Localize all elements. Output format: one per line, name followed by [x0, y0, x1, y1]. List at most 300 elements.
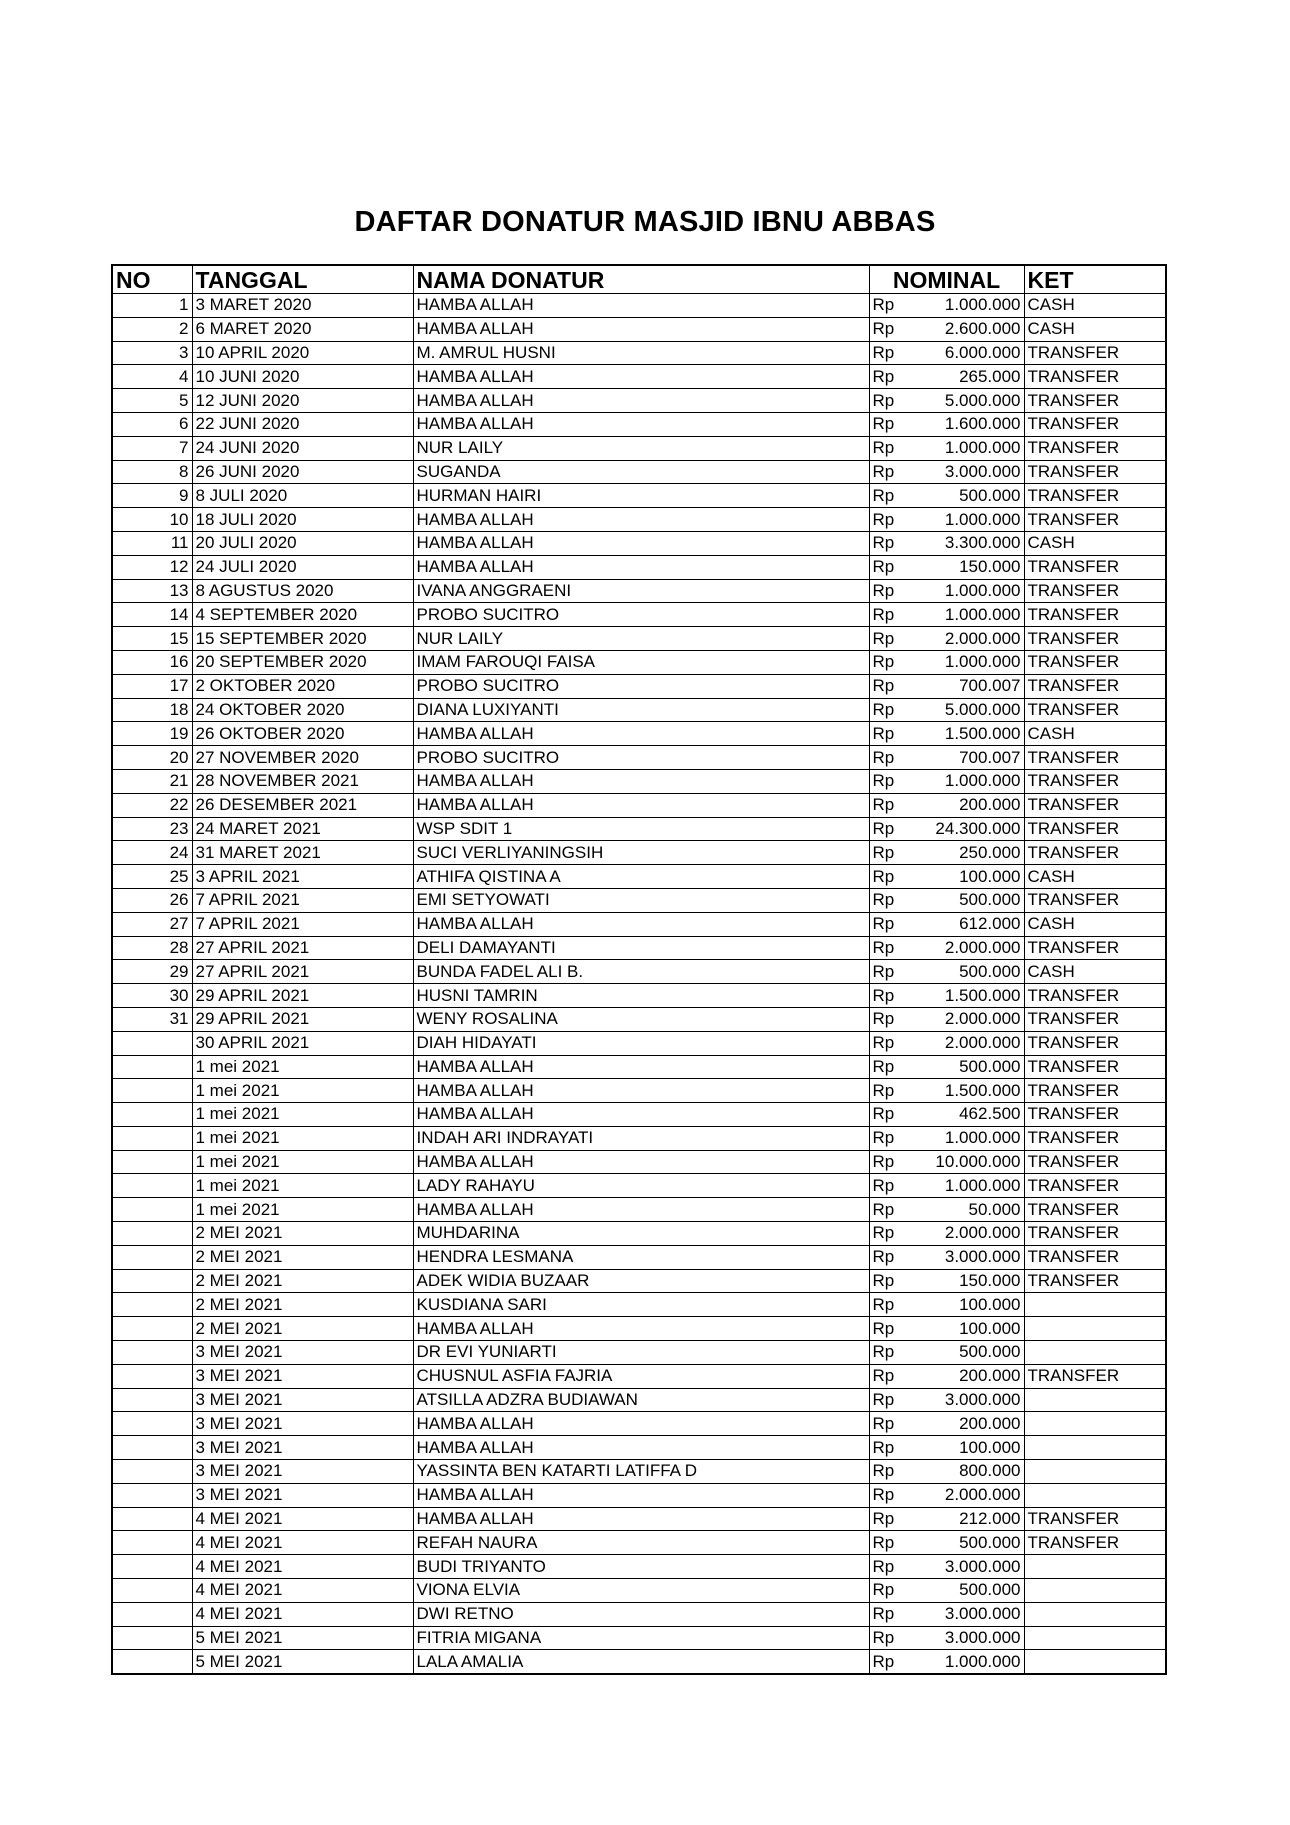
cell-nominal: 1.000.000 [913, 1174, 1024, 1198]
table-row [112, 317, 1166, 341]
cell-currency: Rp [869, 1412, 913, 1436]
cell-currency: Rp [869, 769, 913, 793]
cell-tanggal: 1 mei 2021 [192, 1150, 413, 1174]
cell-currency: Rp [869, 436, 913, 460]
table-row [112, 722, 1166, 746]
cell-nominal: 800.000 [913, 1460, 1024, 1484]
cell-no: 4 [112, 365, 192, 389]
cell-no: 6 [112, 412, 192, 436]
cell-no: 21 [112, 769, 192, 793]
cell-nama-donatur: YASSINTA BEN KATARTI LATIFFA D [413, 1460, 869, 1484]
cell-nama-donatur: DIAH HIDAYATI [413, 1031, 869, 1055]
cell-nominal: 1.000.000 [913, 436, 1024, 460]
cell-nama-donatur: DWI RETNO [413, 1602, 869, 1626]
cell-no [112, 1602, 192, 1626]
table-row [112, 1412, 1166, 1436]
cell-nominal: 462.500 [913, 1103, 1024, 1127]
cell-currency: Rp [869, 531, 913, 555]
cell-no [112, 1341, 192, 1365]
table-row [112, 508, 1166, 532]
cell-tanggal: 7 APRIL 2021 [192, 912, 413, 936]
table-row [112, 412, 1166, 436]
table-row [112, 984, 1166, 1008]
cell-ket: TRANSFER [1024, 341, 1166, 365]
cell-nominal: 10.000.000 [913, 1150, 1024, 1174]
cell-ket: TRANSFER [1024, 1031, 1166, 1055]
cell-no: 20 [112, 746, 192, 770]
cell-currency: Rp [869, 603, 913, 627]
cell-nominal: 3.000.000 [913, 1245, 1024, 1269]
cell-no: 29 [112, 960, 192, 984]
cell-ket: TRANSFER [1024, 365, 1166, 389]
cell-ket [1024, 1555, 1166, 1579]
cell-ket [1024, 1650, 1166, 1674]
cell-tanggal: 15 SEPTEMBER 2020 [192, 627, 413, 651]
cell-currency: Rp [869, 912, 913, 936]
cell-currency: Rp [869, 650, 913, 674]
cell-no: 22 [112, 793, 192, 817]
cell-nama-donatur: HAMBA ALLAH [413, 1317, 869, 1341]
cell-nominal: 100.000 [913, 1317, 1024, 1341]
table-row [112, 650, 1166, 674]
cell-ket: CASH [1024, 531, 1166, 555]
cell-no [112, 1031, 192, 1055]
cell-nama-donatur: KUSDIANA SARI [413, 1293, 869, 1317]
cell-tanggal: 2 MEI 2021 [192, 1222, 413, 1246]
cell-ket: TRANSFER [1024, 746, 1166, 770]
cell-tanggal: 2 MEI 2021 [192, 1269, 413, 1293]
cell-no [112, 1364, 192, 1388]
cell-no [112, 1293, 192, 1317]
cell-nama-donatur: HAMBA ALLAH [413, 793, 869, 817]
cell-tanggal: 20 SEPTEMBER 2020 [192, 650, 413, 674]
cell-no: 13 [112, 579, 192, 603]
cell-nama-donatur: SUCI VERLIYANINGSIH [413, 841, 869, 865]
table-row [112, 1245, 1166, 1269]
header-tanggal: TANGGAL [192, 265, 413, 294]
cell-nominal: 100.000 [913, 865, 1024, 889]
cell-ket: TRANSFER [1024, 936, 1166, 960]
cell-currency: Rp [869, 484, 913, 508]
table-row [112, 1293, 1166, 1317]
table-row [112, 1269, 1166, 1293]
cell-tanggal: 3 APRIL 2021 [192, 865, 413, 889]
cell-currency: Rp [869, 1055, 913, 1079]
cell-nama-donatur: HAMBA ALLAH [413, 508, 869, 532]
cell-tanggal: 1 mei 2021 [192, 1198, 413, 1222]
cell-nama-donatur: HAMBA ALLAH [413, 1103, 869, 1127]
table-row [112, 389, 1166, 413]
cell-tanggal: 4 MEI 2021 [192, 1602, 413, 1626]
cell-nominal: 1.500.000 [913, 984, 1024, 1008]
cell-nama-donatur: HAMBA ALLAH [413, 389, 869, 413]
cell-ket [1024, 1460, 1166, 1484]
cell-ket: TRANSFER [1024, 1245, 1166, 1269]
cell-tanggal: 1 mei 2021 [192, 1079, 413, 1103]
cell-nominal: 1.000.000 [913, 1126, 1024, 1150]
header-no: NO [112, 265, 192, 294]
cell-no [112, 1626, 192, 1650]
table-row [112, 817, 1166, 841]
table-row [112, 746, 1166, 770]
cell-ket: TRANSFER [1024, 769, 1166, 793]
cell-tanggal: 2 MEI 2021 [192, 1293, 413, 1317]
cell-ket: CASH [1024, 294, 1166, 318]
cell-nominal: 2.000.000 [913, 1483, 1024, 1507]
cell-nama-donatur: DIANA LUXIYANTI [413, 698, 869, 722]
cell-nominal: 1.500.000 [913, 1079, 1024, 1103]
cell-nama-donatur: BUNDA FADEL ALI B. [413, 960, 869, 984]
cell-ket: TRANSFER [1024, 1126, 1166, 1150]
cell-nominal: 2.000.000 [913, 1222, 1024, 1246]
table-row [112, 698, 1166, 722]
table-row [112, 1222, 1166, 1246]
cell-nominal: 50.000 [913, 1198, 1024, 1222]
cell-nominal: 2.000.000 [913, 627, 1024, 651]
cell-no: 1 [112, 294, 192, 318]
cell-nominal: 2.000.000 [913, 1031, 1024, 1055]
cell-currency: Rp [869, 698, 913, 722]
cell-tanggal: 30 APRIL 2021 [192, 1031, 413, 1055]
cell-nama-donatur: HAMBA ALLAH [413, 1055, 869, 1079]
cell-currency: Rp [869, 1150, 913, 1174]
cell-tanggal: 12 JUNI 2020 [192, 389, 413, 413]
table-row [112, 341, 1166, 365]
table-row [112, 1460, 1166, 1484]
cell-currency: Rp [869, 1007, 913, 1031]
table-row [112, 579, 1166, 603]
table-row [112, 936, 1166, 960]
cell-currency: Rp [869, 888, 913, 912]
table-row [112, 1602, 1166, 1626]
cell-nama-donatur: HENDRA LESMANA [413, 1245, 869, 1269]
cell-currency: Rp [869, 1555, 913, 1579]
cell-no: 14 [112, 603, 192, 627]
cell-tanggal: 3 MEI 2021 [192, 1412, 413, 1436]
cell-currency: Rp [869, 508, 913, 532]
cell-no [112, 1436, 192, 1460]
cell-no: 11 [112, 531, 192, 555]
table-row [112, 1317, 1166, 1341]
table-row [112, 865, 1166, 889]
cell-ket: TRANSFER [1024, 650, 1166, 674]
cell-tanggal: 3 MARET 2020 [192, 294, 413, 318]
cell-tanggal: 29 APRIL 2021 [192, 1007, 413, 1031]
cell-no [112, 1555, 192, 1579]
table-row [112, 436, 1166, 460]
cell-currency: Rp [869, 1103, 913, 1127]
cell-tanggal: 24 JULI 2020 [192, 555, 413, 579]
cell-ket: TRANSFER [1024, 1364, 1166, 1388]
cell-currency: Rp [869, 746, 913, 770]
cell-currency: Rp [869, 1388, 913, 1412]
cell-tanggal: 26 JUNI 2020 [192, 460, 413, 484]
cell-nominal: 3.300.000 [913, 531, 1024, 555]
cell-currency: Rp [869, 1483, 913, 1507]
cell-no [112, 1174, 192, 1198]
cell-nominal: 5.000.000 [913, 698, 1024, 722]
cell-nama-donatur: PROBO SUCITRO [413, 603, 869, 627]
cell-nama-donatur: HAMBA ALLAH [413, 1483, 869, 1507]
cell-tanggal: 27 APRIL 2021 [192, 936, 413, 960]
cell-nama-donatur: ATSILLA ADZRA BUDIAWAN [413, 1388, 869, 1412]
cell-tanggal: 18 JULI 2020 [192, 508, 413, 532]
cell-nama-donatur: DR EVI YUNIARTI [413, 1341, 869, 1365]
table-row [112, 1436, 1166, 1460]
cell-nominal: 1.000.000 [913, 650, 1024, 674]
cell-ket: CASH [1024, 912, 1166, 936]
cell-no: 30 [112, 984, 192, 1008]
cell-nominal: 2.000.000 [913, 1007, 1024, 1031]
cell-tanggal: 1 mei 2021 [192, 1126, 413, 1150]
table-row [112, 531, 1166, 555]
cell-currency: Rp [869, 412, 913, 436]
cell-ket: CASH [1024, 960, 1166, 984]
cell-tanggal: 26 DESEMBER 2021 [192, 793, 413, 817]
cell-ket [1024, 1626, 1166, 1650]
cell-tanggal: 26 OKTOBER 2020 [192, 722, 413, 746]
table-row [112, 1555, 1166, 1579]
cell-nama-donatur: HAMBA ALLAH [413, 912, 869, 936]
cell-currency: Rp [869, 1198, 913, 1222]
cell-nama-donatur: DELI DAMAYANTI [413, 936, 869, 960]
cell-tanggal: 3 MEI 2021 [192, 1341, 413, 1365]
cell-nama-donatur: FITRIA MIGANA [413, 1626, 869, 1650]
cell-ket [1024, 1293, 1166, 1317]
cell-tanggal: 4 MEI 2021 [192, 1507, 413, 1531]
cell-currency: Rp [869, 317, 913, 341]
cell-nominal: 500.000 [913, 1341, 1024, 1365]
cell-nominal: 700.007 [913, 674, 1024, 698]
cell-tanggal: 5 MEI 2021 [192, 1626, 413, 1650]
table-row [112, 627, 1166, 651]
cell-nama-donatur: SUGANDA [413, 460, 869, 484]
cell-tanggal: 4 SEPTEMBER 2020 [192, 603, 413, 627]
table-row [112, 912, 1166, 936]
cell-ket [1024, 1388, 1166, 1412]
table-row [112, 841, 1166, 865]
cell-ket: TRANSFER [1024, 674, 1166, 698]
cell-no: 5 [112, 389, 192, 413]
cell-nominal: 150.000 [913, 1269, 1024, 1293]
table-row [112, 460, 1166, 484]
cell-nama-donatur: NUR LAILY [413, 436, 869, 460]
cell-nominal: 1.000.000 [913, 294, 1024, 318]
cell-currency: Rp [869, 579, 913, 603]
cell-no [112, 1650, 192, 1674]
cell-ket [1024, 1341, 1166, 1365]
cell-nominal: 3.000.000 [913, 460, 1024, 484]
cell-currency: Rp [869, 1436, 913, 1460]
cell-currency: Rp [869, 1579, 913, 1603]
cell-nama-donatur: LALA AMALIA [413, 1650, 869, 1674]
page-title: DAFTAR DONATUR MASJID IBNU ABBAS [354, 206, 936, 238]
cell-nominal: 1.000.000 [913, 603, 1024, 627]
cell-tanggal: 8 AGUSTUS 2020 [192, 579, 413, 603]
cell-tanggal: 24 JUNI 2020 [192, 436, 413, 460]
cell-no: 7 [112, 436, 192, 460]
cell-ket: TRANSFER [1024, 389, 1166, 413]
cell-currency: Rp [869, 1650, 913, 1674]
cell-tanggal: 28 NOVEMBER 2021 [192, 769, 413, 793]
donor-table [111, 264, 1167, 1675]
table-row [112, 1483, 1166, 1507]
header-nominal: NOMINAL [869, 265, 1024, 294]
table-row [112, 1055, 1166, 1079]
cell-tanggal: 2 OKTOBER 2020 [192, 674, 413, 698]
cell-nama-donatur: NUR LAILY [413, 627, 869, 651]
cell-no [112, 1483, 192, 1507]
cell-no [112, 1317, 192, 1341]
cell-tanggal: 27 NOVEMBER 2020 [192, 746, 413, 770]
cell-ket: TRANSFER [1024, 888, 1166, 912]
cell-no [112, 1388, 192, 1412]
cell-ket: TRANSFER [1024, 1079, 1166, 1103]
cell-currency: Rp [869, 1460, 913, 1484]
cell-ket: TRANSFER [1024, 1507, 1166, 1531]
table-row [112, 1103, 1166, 1127]
cell-tanggal: 4 MEI 2021 [192, 1579, 413, 1603]
cell-no: 10 [112, 508, 192, 532]
cell-ket: CASH [1024, 317, 1166, 341]
cell-tanggal: 4 MEI 2021 [192, 1555, 413, 1579]
cell-no: 8 [112, 460, 192, 484]
cell-ket: TRANSFER [1024, 817, 1166, 841]
cell-nama-donatur: HAMBA ALLAH [413, 412, 869, 436]
cell-ket: TRANSFER [1024, 484, 1166, 508]
cell-currency: Rp [869, 1269, 913, 1293]
cell-ket: TRANSFER [1024, 984, 1166, 1008]
cell-nominal: 700.007 [913, 746, 1024, 770]
cell-no [112, 1507, 192, 1531]
cell-no [112, 1460, 192, 1484]
cell-no: 17 [112, 674, 192, 698]
cell-nominal: 500.000 [913, 960, 1024, 984]
cell-nominal: 6.000.000 [913, 341, 1024, 365]
cell-tanggal: 3 MEI 2021 [192, 1388, 413, 1412]
cell-no: 16 [112, 650, 192, 674]
cell-tanggal: 1 mei 2021 [192, 1103, 413, 1127]
cell-nominal: 2.600.000 [913, 317, 1024, 341]
table-row [112, 1507, 1166, 1531]
cell-no: 31 [112, 1007, 192, 1031]
cell-currency: Rp [869, 1626, 913, 1650]
cell-nama-donatur: HAMBA ALLAH [413, 1150, 869, 1174]
cell-currency: Rp [869, 817, 913, 841]
cell-nama-donatur: HAMBA ALLAH [413, 1507, 869, 1531]
cell-nama-donatur: HAMBA ALLAH [413, 317, 869, 341]
cell-ket: TRANSFER [1024, 412, 1166, 436]
cell-nama-donatur: HAMBA ALLAH [413, 531, 869, 555]
cell-nominal: 265.000 [913, 365, 1024, 389]
table-row [112, 1579, 1166, 1603]
cell-currency: Rp [869, 1364, 913, 1388]
cell-currency: Rp [869, 1341, 913, 1365]
cell-ket: TRANSFER [1024, 555, 1166, 579]
cell-nominal: 2.000.000 [913, 936, 1024, 960]
cell-no: 28 [112, 936, 192, 960]
cell-tanggal: 3 MEI 2021 [192, 1460, 413, 1484]
table-row [112, 1388, 1166, 1412]
cell-tanggal: 24 MARET 2021 [192, 817, 413, 841]
cell-ket: TRANSFER [1024, 1269, 1166, 1293]
cell-ket: TRANSFER [1024, 508, 1166, 532]
cell-ket [1024, 1412, 1166, 1436]
cell-tanggal: 8 JULI 2020 [192, 484, 413, 508]
cell-nama-donatur: IMAM FAROUQI FAISA [413, 650, 869, 674]
cell-no [112, 1579, 192, 1603]
cell-tanggal: 2 MEI 2021 [192, 1245, 413, 1269]
table-row [112, 793, 1166, 817]
table-row [112, 1364, 1166, 1388]
cell-nama-donatur: M. AMRUL HUSNI [413, 341, 869, 365]
cell-nominal: 3.000.000 [913, 1602, 1024, 1626]
cell-nominal: 200.000 [913, 1364, 1024, 1388]
cell-currency: Rp [869, 1507, 913, 1531]
cell-tanggal: 1 mei 2021 [192, 1055, 413, 1079]
table-row [112, 603, 1166, 627]
cell-currency: Rp [869, 841, 913, 865]
cell-currency: Rp [869, 674, 913, 698]
cell-nama-donatur: WSP SDIT 1 [413, 817, 869, 841]
cell-currency: Rp [869, 365, 913, 389]
cell-tanggal: 3 MEI 2021 [192, 1436, 413, 1460]
cell-ket [1024, 1579, 1166, 1603]
header-ket: KET [1024, 265, 1166, 294]
table-row [112, 1079, 1166, 1103]
cell-ket: TRANSFER [1024, 841, 1166, 865]
cell-tanggal: 27 APRIL 2021 [192, 960, 413, 984]
cell-nominal: 150.000 [913, 555, 1024, 579]
cell-no [112, 1531, 192, 1555]
cell-nominal: 100.000 [913, 1436, 1024, 1460]
cell-nama-donatur: HAMBA ALLAH [413, 1079, 869, 1103]
cell-nominal: 500.000 [913, 888, 1024, 912]
cell-nama-donatur: HAMBA ALLAH [413, 365, 869, 389]
cell-nama-donatur: HAMBA ALLAH [413, 1412, 869, 1436]
cell-nominal: 200.000 [913, 793, 1024, 817]
cell-nama-donatur: HAMBA ALLAH [413, 769, 869, 793]
cell-nama-donatur: HURMAN HAIRI [413, 484, 869, 508]
cell-nama-donatur: EMI SETYOWATI [413, 888, 869, 912]
cell-no [112, 1222, 192, 1246]
cell-tanggal: 1 mei 2021 [192, 1174, 413, 1198]
cell-nama-donatur: ADEK WIDIA BUZAAR [413, 1269, 869, 1293]
cell-no: 2 [112, 317, 192, 341]
cell-ket [1024, 1317, 1166, 1341]
cell-no [112, 1126, 192, 1150]
cell-tanggal: 22 JUNI 2020 [192, 412, 413, 436]
cell-nama-donatur: WENY ROSALINA [413, 1007, 869, 1031]
cell-ket: TRANSFER [1024, 1174, 1166, 1198]
table-row [112, 365, 1166, 389]
cell-tanggal: 10 JUNI 2020 [192, 365, 413, 389]
cell-currency: Rp [869, 627, 913, 651]
cell-currency: Rp [869, 1531, 913, 1555]
cell-tanggal: 24 OKTOBER 2020 [192, 698, 413, 722]
cell-nominal: 200.000 [913, 1412, 1024, 1436]
table-row [112, 1150, 1166, 1174]
cell-nominal: 1.600.000 [913, 412, 1024, 436]
cell-nama-donatur: PROBO SUCITRO [413, 746, 869, 770]
cell-ket: TRANSFER [1024, 1150, 1166, 1174]
cell-tanggal: 3 MEI 2021 [192, 1483, 413, 1507]
cell-nominal: 3.000.000 [913, 1626, 1024, 1650]
cell-tanggal: 2 MEI 2021 [192, 1317, 413, 1341]
cell-tanggal: 7 APRIL 2021 [192, 888, 413, 912]
header-nama-donatur: NAMA DONATUR [413, 265, 869, 294]
cell-nama-donatur: HAMBA ALLAH [413, 294, 869, 318]
